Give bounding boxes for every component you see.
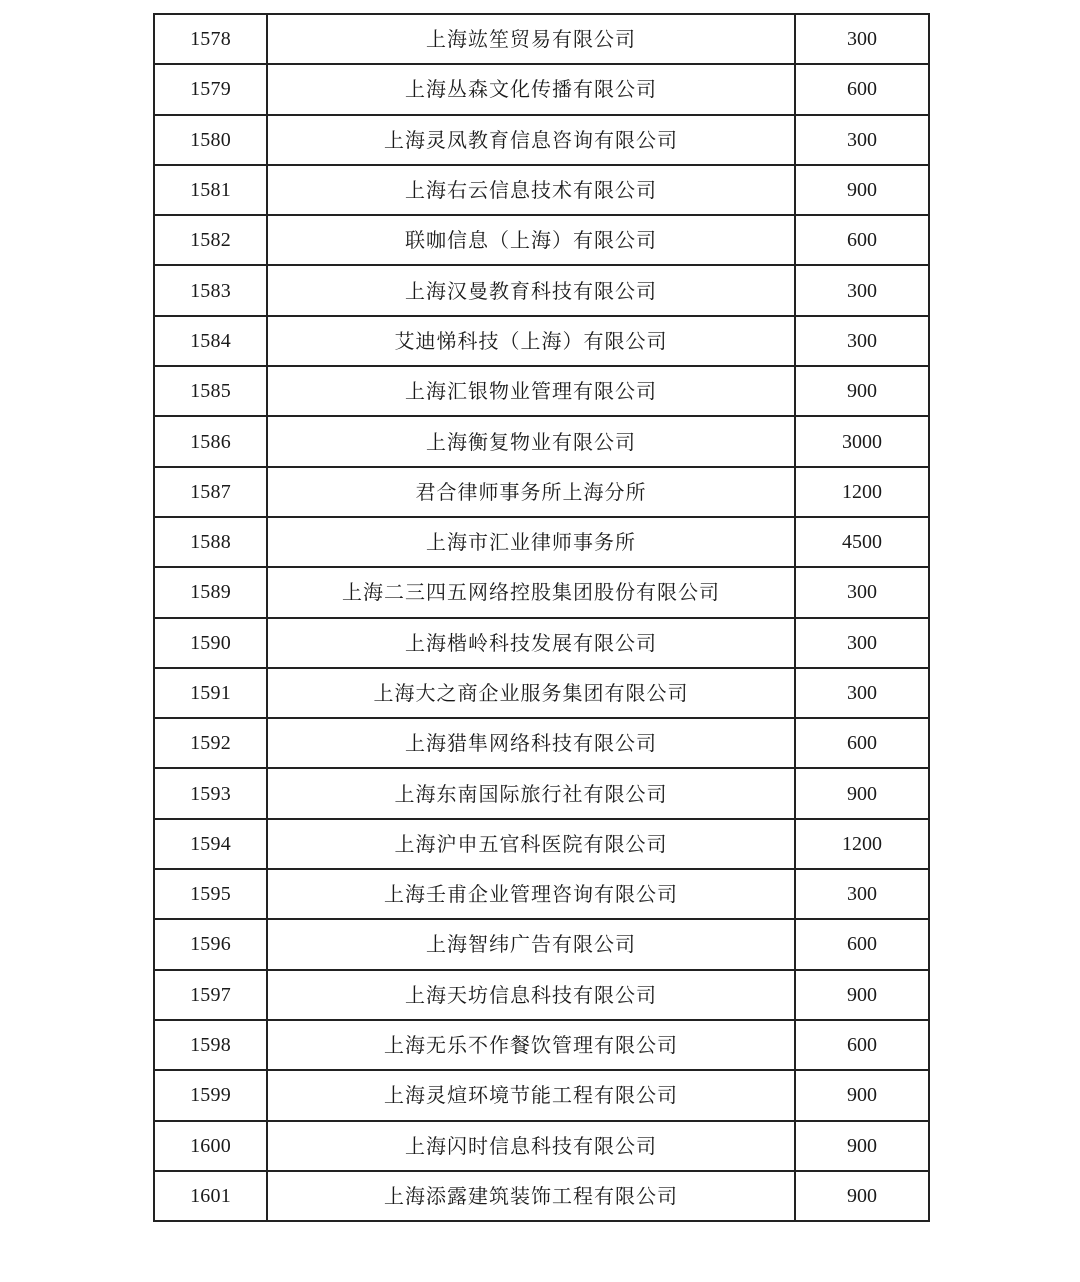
amount: 900 bbox=[795, 1121, 929, 1171]
table-row bbox=[154, 919, 929, 969]
table-row bbox=[154, 115, 929, 165]
table-row bbox=[154, 869, 929, 919]
company-name: 上海无乐不作餐饮管理有限公司 bbox=[267, 1020, 795, 1070]
row-number: 1596 bbox=[154, 919, 267, 969]
table-body bbox=[154, 14, 929, 1221]
company-name: 上海丛森文化传播有限公司 bbox=[267, 64, 795, 114]
company-name: 上海壬甫企业管理咨询有限公司 bbox=[267, 869, 795, 919]
row-number: 1590 bbox=[154, 618, 267, 668]
row-number: 1580 bbox=[154, 115, 267, 165]
row-number: 1581 bbox=[154, 165, 267, 215]
company-name: 上海楷岭科技发展有限公司 bbox=[267, 618, 795, 668]
table-row bbox=[154, 1070, 929, 1120]
row-number: 1592 bbox=[154, 718, 267, 768]
table-row bbox=[154, 517, 929, 567]
amount: 300 bbox=[795, 869, 929, 919]
row-number: 1600 bbox=[154, 1121, 267, 1171]
amount: 600 bbox=[795, 919, 929, 969]
company-name: 上海天坊信息科技有限公司 bbox=[267, 970, 795, 1020]
row-number: 1598 bbox=[154, 1020, 267, 1070]
row-number: 1578 bbox=[154, 14, 267, 64]
table-row bbox=[154, 165, 929, 215]
amount: 600 bbox=[795, 215, 929, 265]
table-row bbox=[154, 64, 929, 114]
company-name: 上海汉曼教育科技有限公司 bbox=[267, 265, 795, 315]
company-name: 上海大之商企业服务集团有限公司 bbox=[267, 668, 795, 718]
table-row bbox=[154, 718, 929, 768]
amount: 300 bbox=[795, 668, 929, 718]
amount: 300 bbox=[795, 567, 929, 617]
table-row bbox=[154, 768, 929, 818]
row-number: 1589 bbox=[154, 567, 267, 617]
table-row bbox=[154, 1121, 929, 1171]
company-name: 君合律师事务所上海分所 bbox=[267, 467, 795, 517]
table-row bbox=[154, 366, 929, 416]
table-row bbox=[154, 416, 929, 466]
amount: 300 bbox=[795, 14, 929, 64]
company-name: 上海东南国际旅行社有限公司 bbox=[267, 768, 795, 818]
company-name: 上海右云信息技术有限公司 bbox=[267, 165, 795, 215]
amount: 600 bbox=[795, 64, 929, 114]
row-number: 1585 bbox=[154, 366, 267, 416]
row-number: 1584 bbox=[154, 316, 267, 366]
table-row bbox=[154, 316, 929, 366]
table-row bbox=[154, 668, 929, 718]
amount: 900 bbox=[795, 970, 929, 1020]
company-name: 上海闪时信息科技有限公司 bbox=[267, 1121, 795, 1171]
row-number: 1594 bbox=[154, 819, 267, 869]
amount: 300 bbox=[795, 618, 929, 668]
table-row bbox=[154, 467, 929, 517]
amount: 900 bbox=[795, 1070, 929, 1120]
row-number: 1593 bbox=[154, 768, 267, 818]
company-name: 上海衡复物业有限公司 bbox=[267, 416, 795, 466]
table-row bbox=[154, 14, 929, 64]
company-amount-table bbox=[153, 13, 930, 1222]
table-row bbox=[154, 970, 929, 1020]
table-row bbox=[154, 567, 929, 617]
row-number: 1597 bbox=[154, 970, 267, 1020]
row-number: 1583 bbox=[154, 265, 267, 315]
table-row bbox=[154, 1171, 929, 1221]
amount: 600 bbox=[795, 1020, 929, 1070]
amount: 900 bbox=[795, 1171, 929, 1221]
amount: 3000 bbox=[795, 416, 929, 466]
company-name: 联咖信息（上海）有限公司 bbox=[267, 215, 795, 265]
row-number: 1595 bbox=[154, 869, 267, 919]
amount: 900 bbox=[795, 165, 929, 215]
row-number: 1591 bbox=[154, 668, 267, 718]
row-number: 1599 bbox=[154, 1070, 267, 1120]
amount: 900 bbox=[795, 366, 929, 416]
table-row bbox=[154, 1020, 929, 1070]
row-number: 1588 bbox=[154, 517, 267, 567]
table-row bbox=[154, 215, 929, 265]
table-row bbox=[154, 819, 929, 869]
company-name: 上海沪申五官科医院有限公司 bbox=[267, 819, 795, 869]
amount: 900 bbox=[795, 768, 929, 818]
amount: 300 bbox=[795, 316, 929, 366]
amount: 300 bbox=[795, 265, 929, 315]
amount: 4500 bbox=[795, 517, 929, 567]
company-name: 上海市汇业律师事务所 bbox=[267, 517, 795, 567]
company-name: 艾迪悌科技（上海）有限公司 bbox=[267, 316, 795, 366]
company-name: 上海猎隼网络科技有限公司 bbox=[267, 718, 795, 768]
company-name: 上海竑笙贸易有限公司 bbox=[267, 14, 795, 64]
company-name: 上海二三四五网络控股集团股份有限公司 bbox=[267, 567, 795, 617]
company-name: 上海智纬广告有限公司 bbox=[267, 919, 795, 969]
table-row bbox=[154, 618, 929, 668]
amount: 300 bbox=[795, 115, 929, 165]
table-row bbox=[154, 265, 929, 315]
amount: 1200 bbox=[795, 467, 929, 517]
row-number: 1601 bbox=[154, 1171, 267, 1221]
amount: 1200 bbox=[795, 819, 929, 869]
company-name: 上海汇银物业管理有限公司 bbox=[267, 366, 795, 416]
row-number: 1586 bbox=[154, 416, 267, 466]
company-name: 上海灵煊环境节能工程有限公司 bbox=[267, 1070, 795, 1120]
row-number: 1587 bbox=[154, 467, 267, 517]
company-name: 上海灵凤教育信息咨询有限公司 bbox=[267, 115, 795, 165]
row-number: 1579 bbox=[154, 64, 267, 114]
company-name: 上海添露建筑装饰工程有限公司 bbox=[267, 1171, 795, 1221]
amount: 600 bbox=[795, 718, 929, 768]
row-number: 1582 bbox=[154, 215, 267, 265]
